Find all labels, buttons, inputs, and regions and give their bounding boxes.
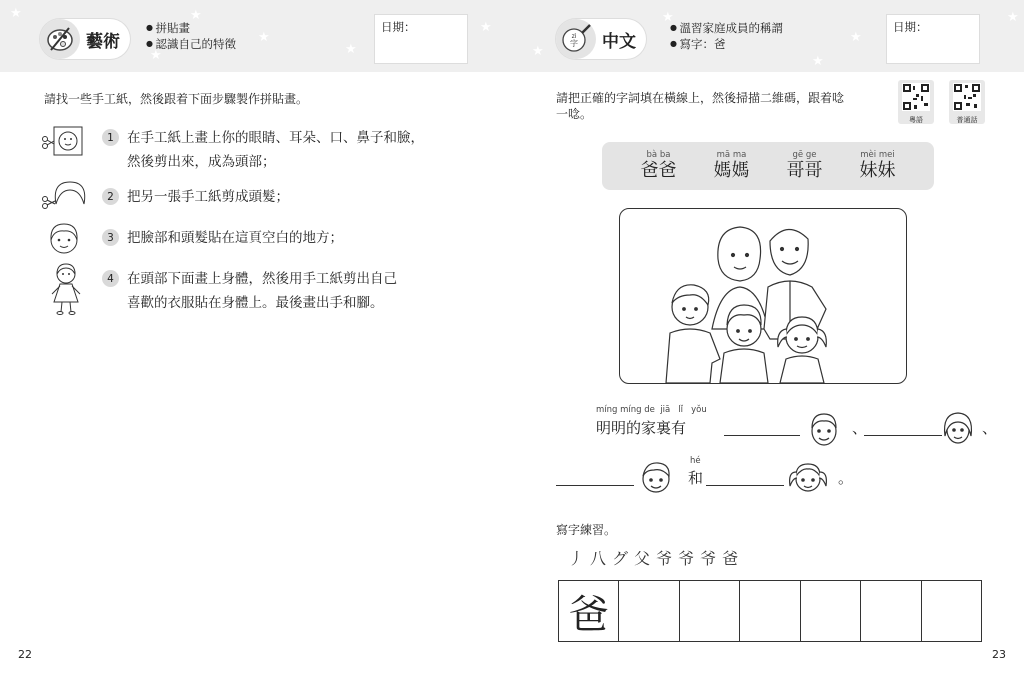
step-text: 在手工紙上畫上你的眼睛、耳朵、口、鼻子和臉， xyxy=(127,130,424,146)
star-decoration: ★ xyxy=(480,20,492,35)
step-text: 在頭部下面畫上身體，然後用手工紙剪出自己 xyxy=(127,271,397,287)
writing-cell-model: 爸 xyxy=(559,581,619,641)
writing-grid xyxy=(558,580,982,642)
step-text: 喜歡的衣服貼在身體上。最後畫出手和腳。 xyxy=(127,295,384,311)
family-illustration xyxy=(619,208,907,384)
answer-blank-3[interactable] xyxy=(556,484,634,486)
svg-text:zì: zì xyxy=(571,33,577,40)
stroke-step: 爷 xyxy=(678,549,695,568)
word-item xyxy=(641,150,677,182)
sentence-text: 明明的家裏有 xyxy=(596,419,687,437)
he-pinyin: hé xyxy=(690,456,701,466)
word-pinyin: mèi mei xyxy=(860,150,895,160)
word-item xyxy=(787,150,823,182)
writing-cell[interactable] xyxy=(922,581,981,641)
writing-cell[interactable] xyxy=(861,581,921,641)
topic-bullet: ● 寫字：爸 xyxy=(670,36,783,52)
subject-badge-chinese xyxy=(556,19,646,59)
sentence-pinyin: míng míng de jiā lǐ yǒu xyxy=(596,405,707,415)
topic-bullet: ● 溫習家庭成員的稱謂 xyxy=(670,20,783,36)
girl-face-icon xyxy=(46,218,82,262)
stroke-step: 爷 xyxy=(700,549,717,568)
step-text: 把另一張手工紙剪成頭髮； xyxy=(127,189,289,205)
writing-cell[interactable] xyxy=(740,581,800,641)
word-pinyin: gē ge xyxy=(792,150,817,160)
page-number: 22 xyxy=(18,648,32,661)
star-decoration: ★ xyxy=(10,6,22,21)
topic-bullets xyxy=(670,20,783,52)
star-decoration: ★ xyxy=(345,42,357,57)
answer-blank-2[interactable] xyxy=(864,434,942,436)
topic-bullet: ● 拼貼畫 xyxy=(146,20,236,36)
star-decoration: ★ xyxy=(1007,10,1019,25)
star-decoration: ★ xyxy=(532,44,544,59)
father-face-icon xyxy=(806,410,842,452)
qr-code-icon xyxy=(902,83,930,111)
scissors-face-icon xyxy=(40,124,84,162)
stroke-step: グ xyxy=(612,549,629,568)
instruction-line: 一唸。 xyxy=(556,107,593,121)
step-text: 然後剪出來，成為頭部； xyxy=(127,154,276,170)
he-text: 和 xyxy=(688,469,704,487)
writing-cell[interactable] xyxy=(619,581,679,641)
date-box[interactable] xyxy=(886,14,980,64)
step-number: 4 xyxy=(102,270,119,287)
instruction-line: 請把正確的字詞填在橫線上，然後掃描二維碼，跟着唸 xyxy=(556,91,845,105)
girl-body-icon xyxy=(48,262,84,322)
instruction-text xyxy=(556,90,844,122)
stroke-step: 爷 xyxy=(656,549,673,568)
word-bank xyxy=(602,142,934,190)
word-hanzi: 妹妹 xyxy=(859,160,896,181)
comma: 、 xyxy=(852,419,868,437)
stroke-step: 丿 xyxy=(568,549,585,568)
word-hanzi: 爸爸 xyxy=(640,160,677,181)
right-page xyxy=(512,0,1024,679)
star-decoration: ★ xyxy=(812,54,824,69)
word-item xyxy=(860,150,896,182)
word-hanzi: 媽媽 xyxy=(713,160,750,181)
date-label: 日期： xyxy=(893,20,928,34)
scissors-hair-icon xyxy=(40,176,90,214)
star-decoration: ★ xyxy=(150,48,162,63)
topic-bullet: ● 認識自己的特徵 xyxy=(146,36,236,52)
qr-label: 粵語 xyxy=(909,116,923,124)
star-decoration: ★ xyxy=(258,30,270,45)
star-decoration: ★ xyxy=(190,8,202,23)
step-3 xyxy=(102,226,343,250)
subject-title: 藝術 xyxy=(86,31,120,52)
period: 。 xyxy=(838,469,854,487)
answer-blank-1[interactable] xyxy=(724,434,800,436)
stroke-step: 父 xyxy=(634,549,651,568)
qr-code-cantonese[interactable] xyxy=(898,80,934,124)
step-4 xyxy=(102,267,397,315)
step-number: 2 xyxy=(102,188,119,205)
pencil-character-icon xyxy=(556,19,596,59)
page-number: 23 xyxy=(992,648,1006,661)
practice-label: 寫字練習。 xyxy=(556,523,617,537)
palette-icon xyxy=(40,19,80,59)
step-2 xyxy=(102,185,289,209)
stroke-step: 八 xyxy=(590,549,607,568)
sister-face-icon xyxy=(786,458,830,500)
word-item xyxy=(714,150,750,182)
right-header xyxy=(512,0,1024,72)
left-header xyxy=(0,0,512,72)
qr-code-putonghua[interactable] xyxy=(949,80,985,124)
topic-bullets xyxy=(146,20,236,52)
instruction-text: 請找一些手工紙，然後跟着下面步驟製作拼貼畫。 xyxy=(44,92,309,106)
mother-face-icon xyxy=(940,408,976,452)
star-decoration: ★ xyxy=(850,30,862,45)
stroke-step: 爸 xyxy=(722,549,739,568)
svg-text:字: 字 xyxy=(570,39,578,48)
word-hanzi: 哥哥 xyxy=(786,160,823,181)
star-decoration: ★ xyxy=(662,10,674,25)
step-1 xyxy=(102,126,424,174)
qr-label: 普通話 xyxy=(956,116,978,124)
writing-cell[interactable] xyxy=(801,581,861,641)
step-number: 3 xyxy=(102,229,119,246)
answer-blank-4[interactable] xyxy=(706,484,784,486)
subject-badge-art xyxy=(40,19,130,59)
brother-face-icon xyxy=(638,458,674,500)
step-number: 1 xyxy=(102,129,119,146)
subject-title: 中文 xyxy=(602,31,636,52)
writing-cell[interactable] xyxy=(680,581,740,641)
word-pinyin: bà ba xyxy=(646,150,671,160)
date-box[interactable] xyxy=(374,14,468,64)
word-pinyin: mā ma xyxy=(716,150,747,160)
stroke-order xyxy=(568,546,738,569)
step-text: 把臉部和頭髮貼在這頁空白的地方； xyxy=(127,230,343,246)
date-label: 日期： xyxy=(381,20,416,34)
qr-code-icon xyxy=(953,83,981,111)
comma: 、 xyxy=(982,419,998,437)
